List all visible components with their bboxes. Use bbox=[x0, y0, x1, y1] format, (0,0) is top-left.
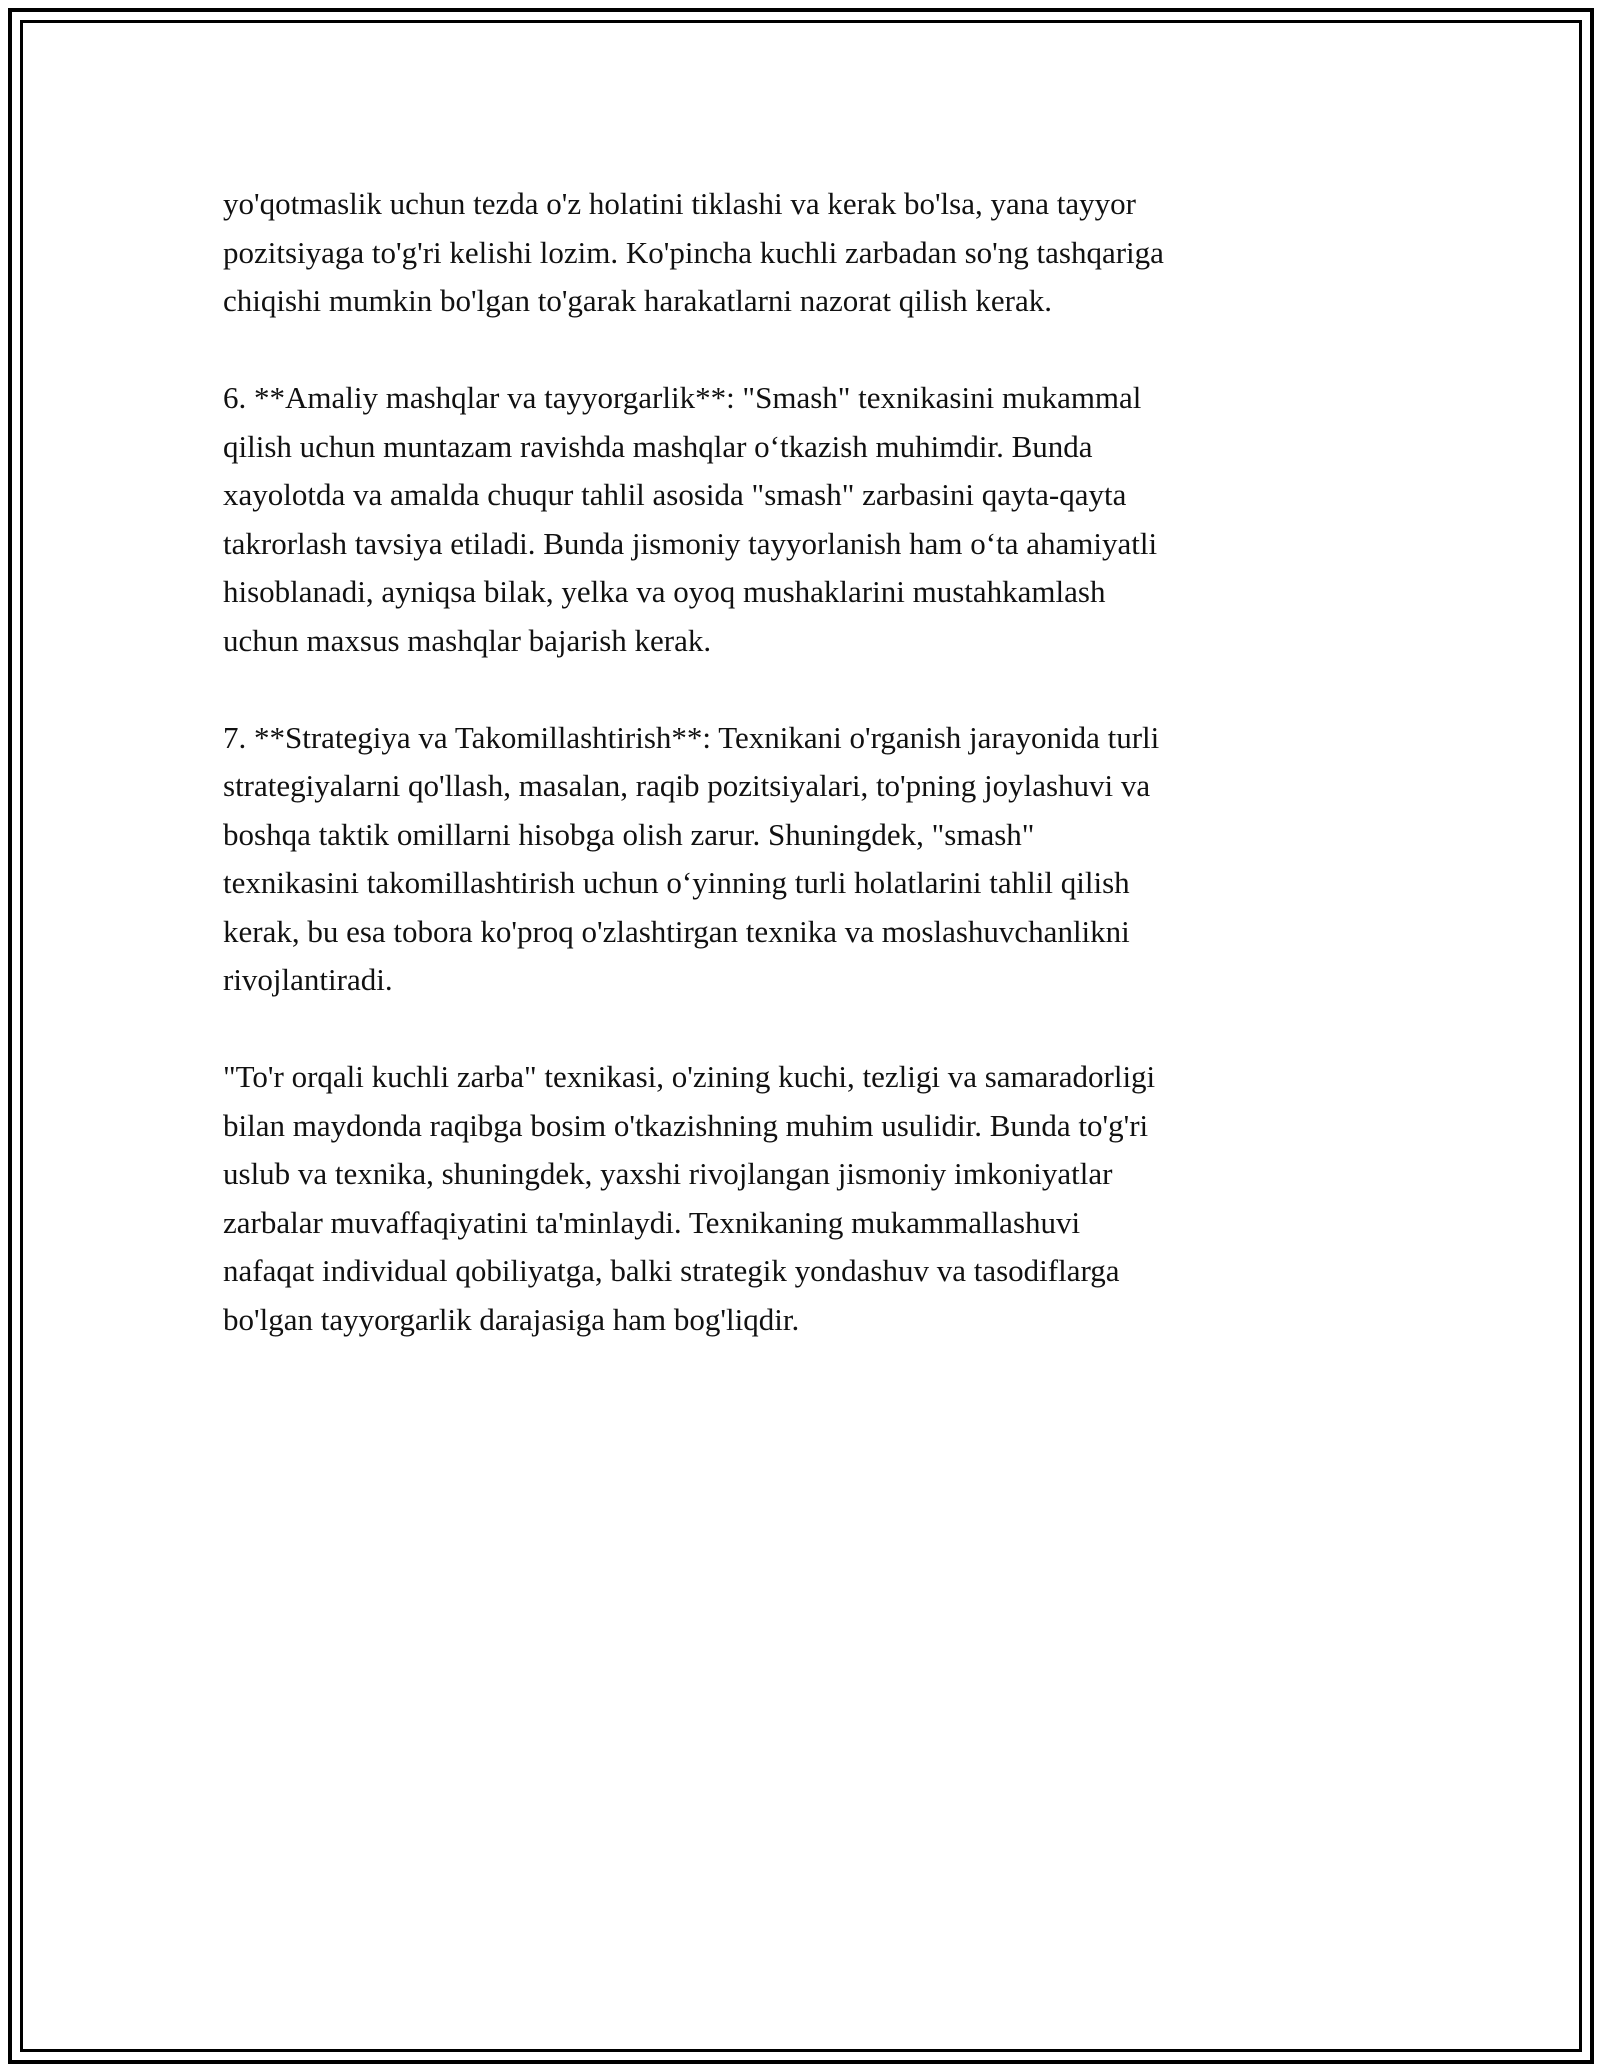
text-line: boshqa taktik omillarni hisobga olish zarur. Shuningdek, "smash" bbox=[223, 816, 1035, 852]
text-line: yo'qotmaslik uchun tezda o'z holatini tiklashi va kerak bo'lsa, yana tayyor bbox=[223, 186, 1136, 221]
text-line: hisoblanadi, ayniqsa bilak, yelka va oyoq mushaklarini mustahkamlash bbox=[223, 574, 1106, 609]
text-line: pozitsiyaga to'g'ri kelishi lozim. Ko'pincha kuchli zarbadan so'ng tashqariga bbox=[223, 234, 1164, 270]
text-line: xayolotda va amalda chuqur tahlil asosida "smash" zarbasini qayta-qayta bbox=[223, 477, 1127, 512]
text-line: chiqishi mumkin bo'lgan to'garak harakatlarni nazorat qilish kerak. bbox=[223, 283, 1052, 318]
text-line: zarbalar muvaffaqiyatini ta'minlaydi. Texnikaning mukammallashuvi bbox=[223, 1204, 1081, 1240]
text-line: rivojlantiradi. bbox=[223, 962, 393, 997]
paragraph-item-7 bbox=[223, 714, 1373, 1005]
text-line: takrorlash tavsiya etiladi. Bunda jismoniy tayyorlanish ham o‘ta ahamiyatli bbox=[223, 525, 1158, 561]
text-line: nafaqat individual qobiliyatga, balki strategik yondashuv va tasodiflarga bbox=[223, 1253, 1120, 1288]
text-line: texnikasini takomillashtirish uchun o‘yinning turli holatlarini tahlil qilish bbox=[223, 865, 1130, 900]
paragraph-conclusion bbox=[223, 1053, 1373, 1344]
text-line: bilan maydonda raqibga bosim o'tkazishning muhim usulidir. Bunda to'g'ri bbox=[223, 1107, 1149, 1143]
document-body bbox=[223, 180, 1373, 1393]
text-line: qilish uchun muntazam ravishda mashqlar o‘tkazish muhimdir. Bunda bbox=[223, 428, 1093, 464]
text-line: kerak, bu esa tobora ko'proq o'zlashtirgan texnika va moslashuvchanlikni bbox=[223, 913, 1130, 949]
text-line: uslub va texnika, shuningdek, yaxshi rivojlangan jismoniy imkoniyatlar bbox=[223, 1156, 1113, 1191]
text-line: "To'r orqali kuchli zarba" texnikasi, o'zining kuchi, tezligi va samaradorligi bbox=[223, 1059, 1156, 1094]
text-line: strategiyalarni qo'llash, masalan, raqib pozitsiyalari, to'pning joylashuvi va bbox=[223, 768, 1151, 803]
text-line: bo'lgan tayyorgarlik darajasiga ham bog'liqdir. bbox=[223, 1301, 800, 1337]
paragraph-item-6 bbox=[223, 374, 1373, 665]
paragraph-continuation bbox=[223, 180, 1373, 326]
text-line: 7. **Strategiya va Takomillashtirish**: Texnikani o'rganish jarayonida turli bbox=[223, 719, 1160, 755]
text-line: uchun maxsus mashqlar bajarish kerak. bbox=[223, 622, 712, 658]
text-line: 6. **Amaliy mashqlar va tayyorgarlik**: "Smash" texnikasini mukammal bbox=[223, 380, 1142, 415]
